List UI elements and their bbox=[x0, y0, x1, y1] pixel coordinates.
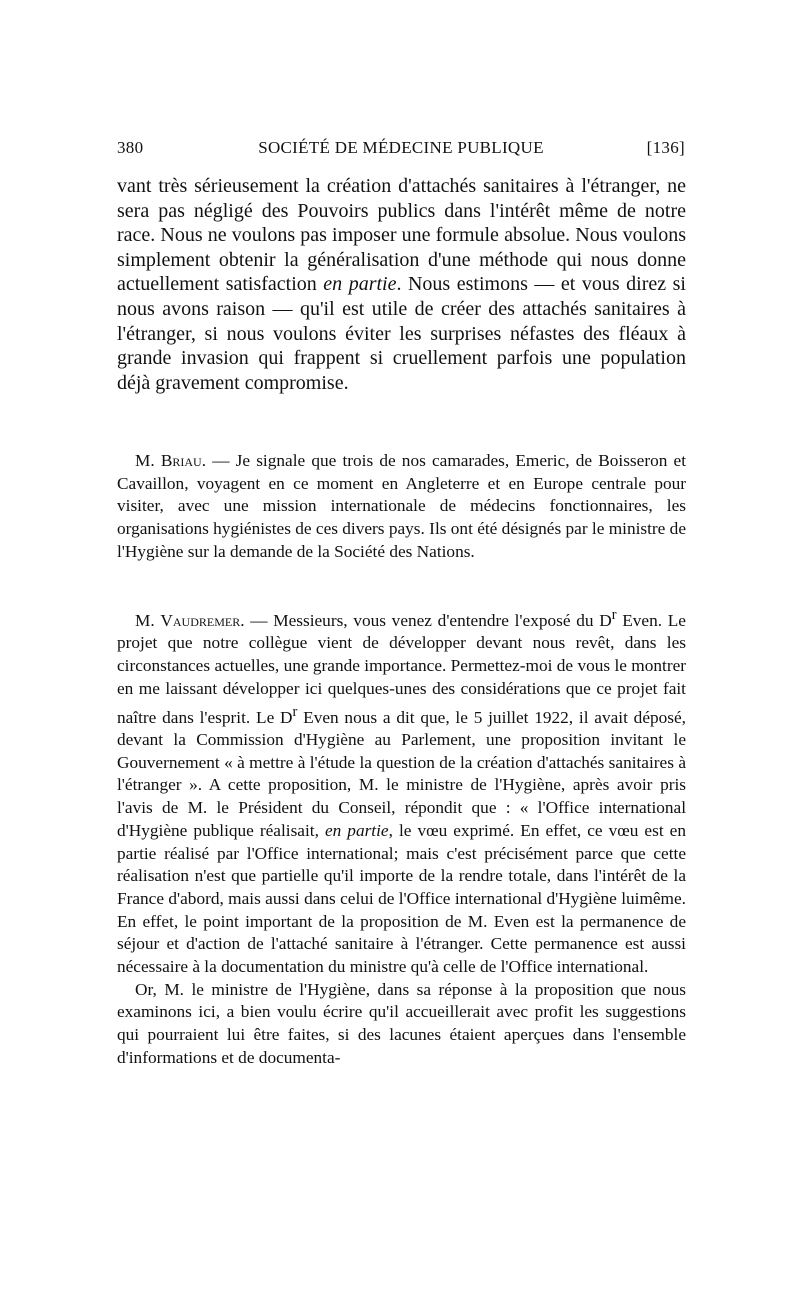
speaker-title: M. bbox=[135, 610, 161, 630]
text-run: . — Messieurs, vous venez d'entendre l'exposé du D bbox=[240, 610, 612, 630]
text-run: . — Je signale que trois de nos camarades, Emeric, de Boisseron et Cavaillon, voyagent en ce moment en Angleterre et en Europe centrale pour visiter, avec une mission internationale de médecins fonctionnaires, les organisations hygiénistes de ces divers pays. Ils ont été désignés par le ministre de l'Hygiène sur la demande de la Société des Nations. bbox=[117, 451, 686, 561]
paragraph-text bbox=[117, 604, 686, 979]
text-run: Even. Le projet que notre collègue vient de développer devant nous revêt, dans les circonstances actuelles, une grande importance. Permettez-moi de vous le montrer en me laissant développer ici quelques-unes des considérations que ce projet fait naître dans l'esprit. Le D bbox=[117, 610, 686, 727]
paragraph-briau bbox=[117, 450, 686, 564]
paragraph-continuation bbox=[117, 174, 686, 395]
running-title: SOCIÉTÉ DE MÉDECINE PUBLIQUE bbox=[258, 138, 544, 157]
italic-text: en partie bbox=[323, 273, 397, 296]
paragraph-text-continuation: Or, M. le ministre de l'Hygiène, dans sa réponse à la proposition que nous examinons ici, a bien voulu écrire qu'il accueillerait avec profit les suggestions qui pourraient lui être faites, si des lacunes étaient aperçues dans l'ensemble d'informations et de documenta- bbox=[117, 979, 686, 1067]
paragraph-text bbox=[117, 174, 686, 395]
page-header bbox=[117, 138, 685, 164]
page-number: 380 bbox=[117, 138, 144, 157]
superscript: r bbox=[611, 607, 617, 623]
speaker-title: M. bbox=[135, 451, 161, 470]
text-run: Even nous a dit que, le 5 juillet 1922, il avait déposé, devant la Commission d'Hygiène au Parlement, une proposition invitant le Gouvernement « à mettre à l'étude la question de la création d'attachés sanitaires à l'étranger ». A cette proposition, M. le ministre de l'Hygiène, après avoir pris l'avis de M. le Président du Conseil, répondit que : « l'Office international d'Hygiène publique réalisait, bbox=[117, 707, 686, 840]
superscript: r bbox=[292, 703, 298, 720]
text-run: vant très sérieusement la création d'attachés sanitaires à l'étranger, ne sera pas négligé des Pouvoirs publics dans l'intérêt même de notre race. Nous ne voulons pas imposer une formule absolue. Nous voulons simplement obtenir la généralisation d'une méthode qui nous donne actuellement satisfaction bbox=[117, 175, 686, 296]
paragraph-text bbox=[117, 450, 686, 564]
italic-text: en partie bbox=[324, 820, 389, 840]
paragraph-vaudremer bbox=[117, 604, 686, 1070]
page-reference: [136] bbox=[646, 138, 685, 157]
text-run: , le vœu exprimé. En effet, ce vœu est en partie réalisé par l'Office international; mais c'est précisément parce que cette réalisation n'est que partielle qu'il importe de la rendre totale, dans l'intérêt de la France d'abord, mais aussi dans celui de l'Office international d'Hygiène luimême. En effet, le point important de la proposition de M. Even est la permanence de séjour et d'action de l'attaché sanitaire à l'étranger. Cette permanence est aussi nécessaire à la documentation du ministre qu'à celle de l'Office international. bbox=[117, 820, 686, 977]
speaker-name: Vaudremer bbox=[160, 610, 241, 630]
text-run: . Nous estimons — et vous direz si nous avons raison — qu'il est utile de créer des attachés sanitaires à l'étranger, si nous voulons éviter les surprises néfastes des fléaux à grande invasion qui frappent si cruellement parfois une population déjà gravement compromise. bbox=[117, 273, 686, 394]
speaker-name: Briau bbox=[160, 451, 202, 470]
